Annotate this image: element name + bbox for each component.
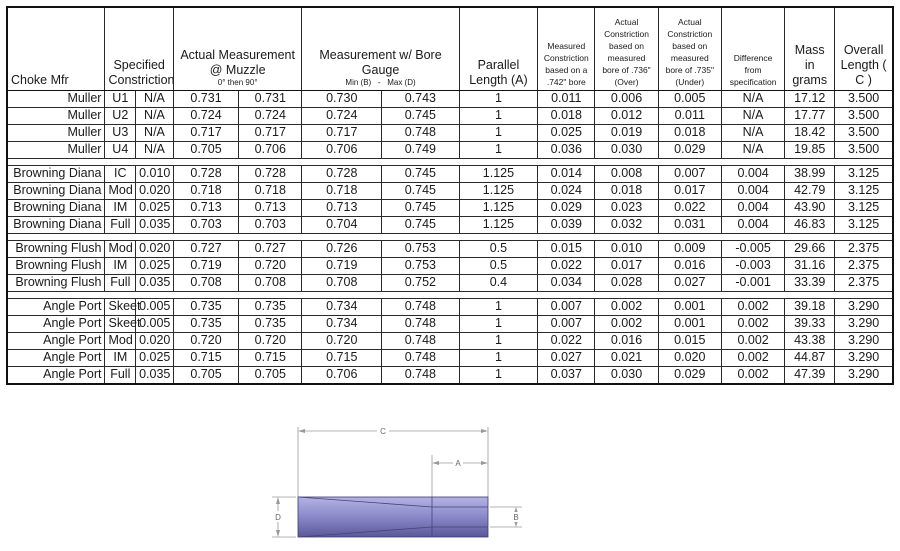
choke-measurement-table (6, 6, 894, 385)
cell-constriction-under: 0.020 (658, 349, 721, 366)
cell-muzzle-90: 0.715 (239, 349, 302, 366)
cell-bore-min: 0.730 (302, 90, 382, 107)
cell-constriction-over: 0.028 (595, 274, 658, 291)
cell-spec-name: IC (105, 165, 136, 182)
cell-muzzle-90: 0.718 (239, 182, 302, 199)
dim-a-arrow-right (481, 461, 488, 465)
cell-choke-mfr: Browning Diana (7, 182, 105, 199)
cell-choke-mfr: Angle Port (7, 349, 105, 366)
cell-constriction-over: 0.030 (595, 141, 658, 158)
cell-spec-name: Mod (105, 182, 136, 199)
header-actual-measurement: Actual Measurement @ Muzzle 0° then 90° (173, 7, 302, 90)
header-bore-gauge: Measurement w/ Bore Gauge Min (B) - Max (D) (302, 7, 459, 90)
header-actual-constriction-over: Actual Constriction based on measured bore of .736" (Over) (595, 7, 658, 90)
cell-parallel-length: 1.125 (459, 216, 538, 233)
cell-overall-length: 3.500 (835, 90, 893, 107)
table-row (7, 165, 893, 182)
cell-bore-max: 0.745 (382, 199, 460, 216)
cell-choke-mfr: Browning Diana (7, 216, 105, 233)
cell-spec-value: N/A (136, 107, 174, 124)
cell-measured-constriction: 0.011 (538, 90, 595, 107)
cell-muzzle-90: 0.727 (239, 240, 302, 257)
cell-muzzle-0: 0.719 (173, 257, 238, 274)
cell-parallel-length: 1.125 (459, 199, 538, 216)
cell-muzzle-0: 0.720 (173, 332, 238, 349)
cell-spec-name: U1 (105, 90, 136, 107)
cell-parallel-length: 1 (459, 124, 538, 141)
cell-mass: 43.90 (785, 199, 835, 216)
cell-muzzle-90: 0.735 (239, 298, 302, 315)
cell-overall-length: 2.375 (835, 257, 893, 274)
cell-bore-max: 0.745 (382, 165, 460, 182)
cell-muzzle-0: 0.708 (173, 274, 238, 291)
cell-bore-min: 0.717 (302, 124, 382, 141)
cell-bore-max: 0.752 (382, 274, 460, 291)
cell-spec-value: 0.005 (136, 315, 174, 332)
header-parallel-length: Parallel Length (A) (459, 7, 538, 90)
cell-choke-mfr: Browning Diana (7, 165, 105, 182)
cell-bore-min: 0.719 (302, 257, 382, 274)
cell-constriction-over: 0.018 (595, 182, 658, 199)
cell-constriction-under: 0.017 (658, 182, 721, 199)
cell-muzzle-90: 0.724 (239, 107, 302, 124)
cell-mass: 44.87 (785, 349, 835, 366)
cell-parallel-length: 0.5 (459, 257, 538, 274)
cell-bore-min: 0.724 (302, 107, 382, 124)
table-row (7, 257, 893, 274)
cell-muzzle-0: 0.735 (173, 315, 238, 332)
cell-overall-length: 3.290 (835, 298, 893, 315)
cell-bore-min: 0.704 (302, 216, 382, 233)
cell-bore-max: 0.745 (382, 216, 460, 233)
cell-muzzle-90: 0.717 (239, 124, 302, 141)
cell-spec-value: 0.035 (136, 216, 174, 233)
table-row (7, 332, 893, 349)
cell-difference: 0.004 (721, 182, 784, 199)
cell-choke-mfr: Muller (7, 90, 105, 107)
cell-spec-value: 0.025 (136, 349, 174, 366)
cell-measured-constriction: 0.039 (538, 216, 595, 233)
cell-choke-mfr: Browning Flush (7, 257, 105, 274)
cell-muzzle-0: 0.705 (173, 141, 238, 158)
cell-spec-name: Mod (105, 332, 136, 349)
cell-measured-constriction: 0.014 (538, 165, 595, 182)
cell-spec-name: Skeet (105, 315, 136, 332)
cell-muzzle-0: 0.731 (173, 90, 238, 107)
cell-difference: 0.002 (721, 366, 784, 384)
cell-constriction-under: 0.009 (658, 240, 721, 257)
cell-spec-name: Mod (105, 240, 136, 257)
header-overall-length: Overall Length ( C ) (835, 7, 893, 90)
table-body (7, 90, 893, 384)
dim-d-arrow-top (276, 497, 280, 504)
cell-muzzle-90: 0.703 (239, 216, 302, 233)
cell-bore-min: 0.715 (302, 349, 382, 366)
table-row (7, 366, 893, 384)
cell-spec-name: U2 (105, 107, 136, 124)
table-row (7, 240, 893, 257)
cell-bore-min: 0.708 (302, 274, 382, 291)
cell-constriction-under: 0.029 (658, 141, 721, 158)
table-row (7, 349, 893, 366)
cell-parallel-length: 0.5 (459, 240, 538, 257)
table-row (7, 216, 893, 233)
cell-parallel-length: 1 (459, 315, 538, 332)
table-row (7, 274, 893, 291)
cell-overall-length: 3.290 (835, 315, 893, 332)
cell-muzzle-90: 0.720 (239, 332, 302, 349)
cell-bore-min: 0.726 (302, 240, 382, 257)
cell-mass: 47.39 (785, 366, 835, 384)
cell-overall-length: 3.125 (835, 182, 893, 199)
header-specified-constriction: Specified Constriction (105, 7, 173, 90)
cell-constriction-under: 0.001 (658, 298, 721, 315)
cell-constriction-over: 0.030 (595, 366, 658, 384)
group-separator (7, 233, 893, 240)
cell-constriction-over: 0.023 (595, 199, 658, 216)
cell-choke-mfr: Muller (7, 141, 105, 158)
cell-constriction-under: 0.022 (658, 199, 721, 216)
table-row (7, 199, 893, 216)
cell-overall-length: 2.375 (835, 240, 893, 257)
cell-muzzle-0: 0.727 (173, 240, 238, 257)
dim-c-arrow-left (298, 429, 305, 433)
cell-measured-constriction: 0.022 (538, 257, 595, 274)
cell-spec-value: N/A (136, 141, 174, 158)
cell-measured-constriction: 0.024 (538, 182, 595, 199)
table-row (7, 315, 893, 332)
cell-spec-value: 0.020 (136, 240, 174, 257)
cell-measured-constriction: 0.027 (538, 349, 595, 366)
cell-muzzle-90: 0.728 (239, 165, 302, 182)
cell-muzzle-0: 0.705 (173, 366, 238, 384)
table-row (7, 298, 893, 315)
cell-difference: N/A (721, 107, 784, 124)
cell-constriction-over: 0.017 (595, 257, 658, 274)
cell-spec-name: Full (105, 274, 136, 291)
cell-muzzle-90: 0.713 (239, 199, 302, 216)
choke-diagram (250, 425, 550, 545)
cell-choke-mfr: Muller (7, 107, 105, 124)
header-actual-constriction-under: Actual Constriction based on measured bore of .735" (Under) (658, 7, 721, 90)
cell-spec-value: 0.035 (136, 366, 174, 384)
cell-choke-mfr: Angle Port (7, 332, 105, 349)
cell-parallel-length: 0.4 (459, 274, 538, 291)
cell-mass: 19.85 (785, 141, 835, 158)
cell-choke-mfr: Angle Port (7, 315, 105, 332)
cell-parallel-length: 1 (459, 349, 538, 366)
cell-mass: 38.99 (785, 165, 835, 182)
cell-spec-name: IM (105, 199, 136, 216)
cell-bore-max: 0.748 (382, 332, 460, 349)
cell-bore-min: 0.734 (302, 298, 382, 315)
table-row (7, 107, 893, 124)
cell-constriction-over: 0.019 (595, 124, 658, 141)
cell-spec-name: Skeet (105, 298, 136, 315)
cell-mass: 17.77 (785, 107, 835, 124)
dim-a-label: A (455, 459, 461, 468)
cell-spec-value: 0.025 (136, 257, 174, 274)
cell-spec-name: Full (105, 216, 136, 233)
cell-overall-length: 3.125 (835, 165, 893, 182)
dim-c-label: C (380, 427, 386, 436)
cell-measured-constriction: 0.015 (538, 240, 595, 257)
cell-bore-max: 0.748 (382, 298, 460, 315)
cell-measured-constriction: 0.025 (538, 124, 595, 141)
cell-spec-name: U4 (105, 141, 136, 158)
cell-muzzle-0: 0.724 (173, 107, 238, 124)
cell-bore-max: 0.749 (382, 141, 460, 158)
cell-mass: 29.66 (785, 240, 835, 257)
cell-measured-constriction: 0.036 (538, 141, 595, 158)
cell-choke-mfr: Angle Port (7, 298, 105, 315)
cell-bore-max: 0.748 (382, 315, 460, 332)
cell-muzzle-0: 0.728 (173, 165, 238, 182)
cell-bore-max: 0.753 (382, 257, 460, 274)
cell-overall-length: 3.125 (835, 199, 893, 216)
cell-difference: 0.004 (721, 165, 784, 182)
cell-constriction-over: 0.002 (595, 315, 658, 332)
cell-constriction-under: 0.005 (658, 90, 721, 107)
cell-difference: 0.002 (721, 332, 784, 349)
cell-constriction-over: 0.010 (595, 240, 658, 257)
cell-difference: -0.001 (721, 274, 784, 291)
cell-muzzle-90: 0.731 (239, 90, 302, 107)
cell-constriction-under: 0.011 (658, 107, 721, 124)
cell-bore-max: 0.743 (382, 90, 460, 107)
cell-parallel-length: 1.125 (459, 182, 538, 199)
cell-constriction-under: 0.016 (658, 257, 721, 274)
cell-spec-value: 0.025 (136, 199, 174, 216)
cell-difference: N/A (721, 141, 784, 158)
cell-spec-value: 0.005 (136, 298, 174, 315)
cell-constriction-over: 0.032 (595, 216, 658, 233)
cell-bore-max: 0.748 (382, 349, 460, 366)
group-separator (7, 158, 893, 165)
cell-mass: 46.83 (785, 216, 835, 233)
cell-constriction-over: 0.021 (595, 349, 658, 366)
cell-mass: 39.33 (785, 315, 835, 332)
cell-muzzle-0: 0.718 (173, 182, 238, 199)
cell-difference: N/A (721, 90, 784, 107)
cell-mass: 33.39 (785, 274, 835, 291)
cell-constriction-under: 0.029 (658, 366, 721, 384)
cell-mass: 42.79 (785, 182, 835, 199)
cell-mass: 43.38 (785, 332, 835, 349)
cell-overall-length: 3.125 (835, 216, 893, 233)
dim-c-arrow-right (481, 429, 488, 433)
cell-muzzle-0: 0.703 (173, 216, 238, 233)
cell-measured-constriction: 0.018 (538, 107, 595, 124)
cell-constriction-over: 0.012 (595, 107, 658, 124)
group-separator (7, 291, 893, 298)
cell-spec-value: 0.020 (136, 182, 174, 199)
cell-bore-min: 0.713 (302, 199, 382, 216)
cell-spec-name: IM (105, 257, 136, 274)
cell-constriction-under: 0.007 (658, 165, 721, 182)
cell-difference: 0.002 (721, 349, 784, 366)
cell-parallel-length: 1 (459, 332, 538, 349)
cell-measured-constriction: 0.029 (538, 199, 595, 216)
cell-difference: 0.004 (721, 216, 784, 233)
cell-constriction-under: 0.001 (658, 315, 721, 332)
cell-muzzle-90: 0.705 (239, 366, 302, 384)
cell-bore-max: 0.748 (382, 124, 460, 141)
cell-muzzle-0: 0.735 (173, 298, 238, 315)
cell-muzzle-0: 0.713 (173, 199, 238, 216)
dim-d-arrow-bottom (276, 530, 280, 537)
cell-measured-constriction: 0.034 (538, 274, 595, 291)
cell-parallel-length: 1 (459, 107, 538, 124)
cell-spec-value: N/A (136, 90, 174, 107)
table-row (7, 124, 893, 141)
cell-mass: 17.12 (785, 90, 835, 107)
header-choke-mfr: Choke Mfr (7, 7, 105, 90)
cell-choke-mfr: Angle Port (7, 366, 105, 384)
cell-bore-max: 0.745 (382, 182, 460, 199)
dim-b-label: B (513, 513, 519, 522)
choke-body (298, 497, 488, 537)
cell-choke-mfr: Browning Flush (7, 274, 105, 291)
cell-mass: 18.42 (785, 124, 835, 141)
cell-muzzle-90: 0.706 (239, 141, 302, 158)
cell-muzzle-90: 0.720 (239, 257, 302, 274)
cell-constriction-over: 0.008 (595, 165, 658, 182)
header-measured-constriction: Measured Constriction based on a .742" bore (538, 7, 595, 90)
cell-overall-length: 3.290 (835, 366, 893, 384)
cell-choke-mfr: Muller (7, 124, 105, 141)
cell-bore-min: 0.728 (302, 165, 382, 182)
dim-d-label: D (275, 513, 281, 522)
cell-overall-length: 3.290 (835, 332, 893, 349)
cell-overall-length: 2.375 (835, 274, 893, 291)
dim-a-arrow-left (432, 461, 439, 465)
cell-choke-mfr: Browning Flush (7, 240, 105, 257)
cell-spec-value: 0.010 (136, 165, 174, 182)
cell-parallel-length: 1 (459, 90, 538, 107)
cell-constriction-under: 0.015 (658, 332, 721, 349)
cell-mass: 39.18 (785, 298, 835, 315)
cell-constriction-over: 0.016 (595, 332, 658, 349)
cell-constriction-over: 0.002 (595, 298, 658, 315)
cell-parallel-length: 1.125 (459, 165, 538, 182)
cell-spec-name: U3 (105, 124, 136, 141)
cell-measured-constriction: 0.022 (538, 332, 595, 349)
cell-choke-mfr: Browning Diana (7, 199, 105, 216)
cell-parallel-length: 1 (459, 141, 538, 158)
cell-constriction-under: 0.018 (658, 124, 721, 141)
cell-overall-length: 3.500 (835, 141, 893, 158)
header-mass: Mass in grams (785, 7, 835, 90)
cell-difference: -0.005 (721, 240, 784, 257)
cell-bore-min: 0.718 (302, 182, 382, 199)
cell-difference: -0.003 (721, 257, 784, 274)
cell-constriction-under: 0.031 (658, 216, 721, 233)
cell-measured-constriction: 0.037 (538, 366, 595, 384)
cell-overall-length: 3.290 (835, 349, 893, 366)
cell-bore-min: 0.720 (302, 332, 382, 349)
cell-bore-max: 0.753 (382, 240, 460, 257)
cell-spec-value: 0.035 (136, 274, 174, 291)
cell-muzzle-90: 0.735 (239, 315, 302, 332)
cell-bore-min: 0.706 (302, 366, 382, 384)
cell-spec-name: IM (105, 349, 136, 366)
cell-spec-name: Full (105, 366, 136, 384)
cell-constriction-under: 0.027 (658, 274, 721, 291)
table-row (7, 141, 893, 158)
cell-parallel-length: 1 (459, 366, 538, 384)
cell-overall-length: 3.500 (835, 107, 893, 124)
cell-mass: 31.16 (785, 257, 835, 274)
cell-difference: 0.002 (721, 315, 784, 332)
cell-difference: 0.002 (721, 298, 784, 315)
cell-spec-value: N/A (136, 124, 174, 141)
cell-measured-constriction: 0.007 (538, 298, 595, 315)
cell-constriction-over: 0.006 (595, 90, 658, 107)
cell-muzzle-0: 0.715 (173, 349, 238, 366)
cell-difference: 0.004 (721, 199, 784, 216)
table-row (7, 90, 893, 107)
cell-difference: N/A (721, 124, 784, 141)
cell-measured-constriction: 0.007 (538, 315, 595, 332)
cell-overall-length: 3.500 (835, 124, 893, 141)
header-difference: Difference from specification (721, 7, 784, 90)
table-row (7, 182, 893, 199)
cell-parallel-length: 1 (459, 298, 538, 315)
cell-bore-min: 0.706 (302, 141, 382, 158)
cell-bore-min: 0.734 (302, 315, 382, 332)
cell-bore-max: 0.748 (382, 366, 460, 384)
cell-muzzle-90: 0.708 (239, 274, 302, 291)
cell-muzzle-0: 0.717 (173, 124, 238, 141)
cell-spec-value: 0.020 (136, 332, 174, 349)
cell-bore-max: 0.745 (382, 107, 460, 124)
